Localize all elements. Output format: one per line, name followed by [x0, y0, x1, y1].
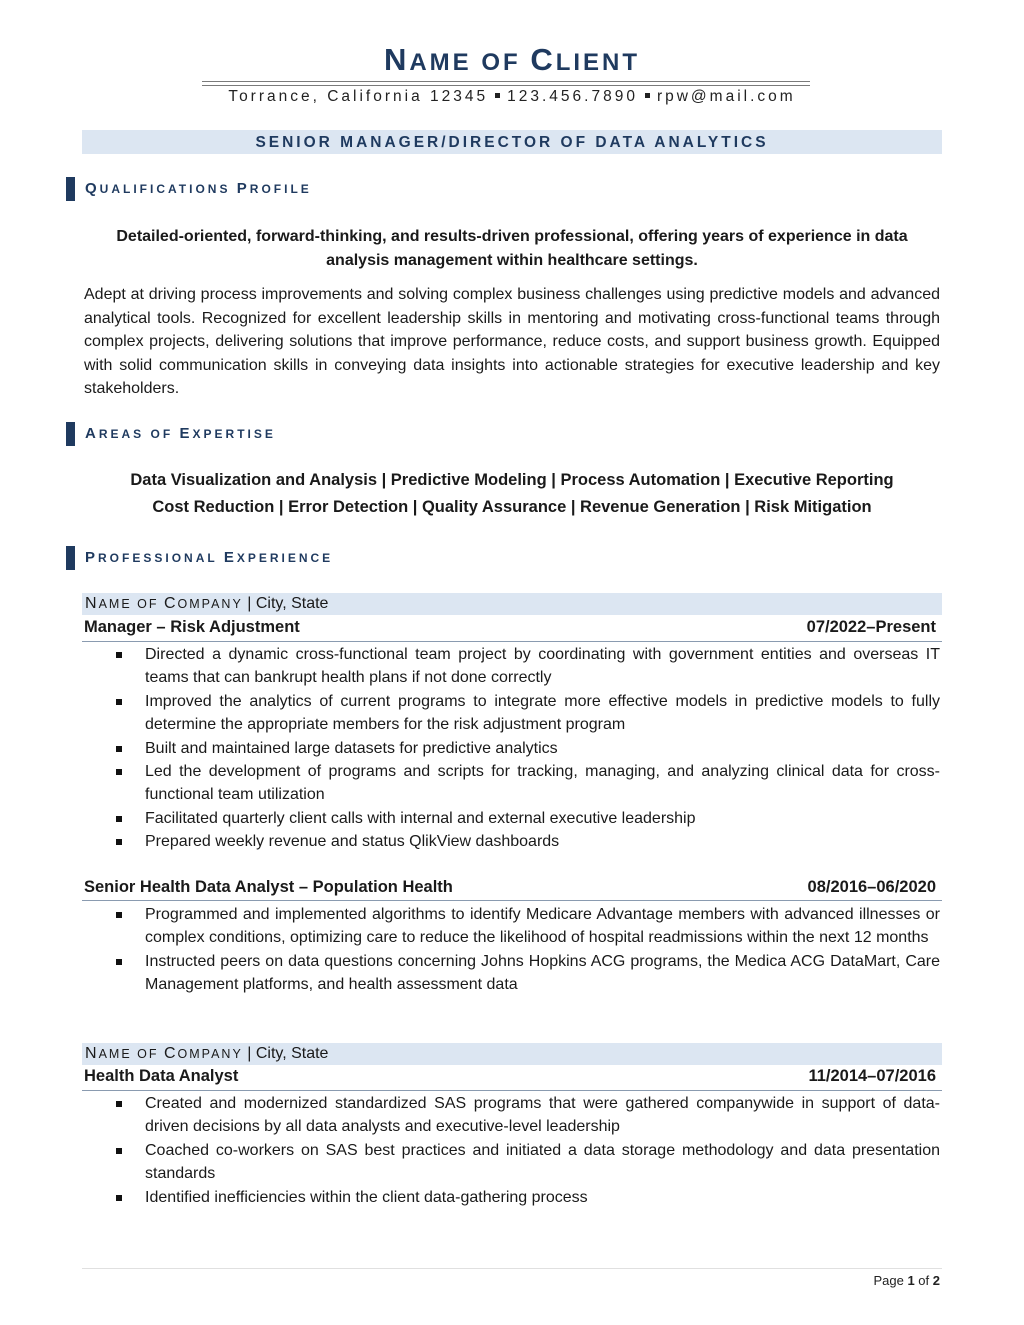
section-title: [85, 549, 333, 566]
profile-summary-lead: Detailed-oriented, forward-thinking, and results-driven professional, offering years of experience in data analysis management within healthcare settings.: [116, 228, 908, 269]
profile-summary-body: Adept at driving process improvements and solving complex business challenges using predictive models and advanced analytical tools. Recognized for excellent leadership skills in mentoring and motivating cross-functional teams through complex projects, delivering solutions that improve performance, reduce costs, and support business growth. Equipped with solid communication skills in conveying data insights into actionable strategies for executive leadership and key stakeholders.: [84, 286, 940, 397]
page-total: 2: [932, 1273, 940, 1288]
target-title-banner: SENIOR MANAGER/DIRECTOR OF DATA ANALYTICS: [82, 130, 942, 154]
role-title: Manager – Risk Adjustment: [84, 618, 300, 636]
list-item: Built and maintained large datasets for predictive analytics: [110, 737, 940, 760]
role-dates: 08/2016–06/2020: [807, 878, 936, 896]
title-rest: UALIFICATIONS: [99, 182, 237, 196]
page-of: of: [914, 1273, 933, 1288]
section-bar: [66, 422, 75, 446]
title-initial: Q: [85, 180, 100, 197]
role-divider: [82, 641, 942, 642]
list-item: Led the development of programs and scripts for tracking, managing, and analyzing clinical data for cross-functional team utilization: [110, 760, 940, 807]
name-divider: [202, 81, 810, 86]
title-rest: REAS OF: [98, 427, 180, 441]
list-item: Created and modernized standardized SAS programs that were gathered companywide in support of data-driven decisions by all data analysts and executive-level leadership: [110, 1092, 940, 1139]
contact-location: Torrance, California 12345: [228, 88, 489, 105]
company-initial-2: C: [163, 1045, 178, 1062]
page-label: Page: [873, 1273, 908, 1288]
section-bar: [66, 546, 75, 570]
list-item: Identified inefficiencies within the client data-gathering process: [110, 1186, 940, 1209]
contact-phone: 123.456.7890: [507, 88, 638, 105]
role-dates: 11/2014–07/2016: [808, 1067, 936, 1085]
name-rest: AME OF: [409, 49, 531, 76]
list-item: Directed a dynamic cross-functional team project by coordinating with government entities and overseas IT teams that can bankrupt health plans if not done correctly: [110, 643, 940, 690]
role-header: [84, 618, 936, 640]
expertise-line-2: Cost Reduction | Error Detection | Quality Assurance | Revenue Generation | Risk Mitigation: [152, 498, 872, 516]
company-band: [82, 1043, 942, 1065]
role-dates: 07/2022–Present: [806, 618, 936, 636]
title-rest-2: ROFILE: [249, 182, 312, 196]
title-initial-2: E: [179, 425, 193, 442]
role-header: [84, 1067, 936, 1089]
separator-square-icon: [495, 93, 500, 98]
title-initial-2: E: [223, 549, 237, 566]
list-item: Improved the analytics of current programs to integrate more effective models in predictive models to fully determine the appropriate members for the risk adjustment program: [110, 690, 940, 737]
list-item: Instructed peers on data questions concerning Johns Hopkins ACG programs, the Medica ACG DataMart, Care Management platforms, and health assessment data: [110, 950, 940, 997]
company-name-smallcaps: [85, 597, 243, 611]
company-rest: AME OF: [98, 597, 164, 611]
section-title: [85, 425, 276, 442]
name-rest-2: LIENT: [555, 49, 641, 76]
role-bullets: [110, 643, 940, 854]
company-initial: N: [85, 595, 99, 612]
company-rest: AME OF: [98, 1047, 164, 1061]
company-name: [85, 1045, 328, 1063]
title-rest: ROFESSIONAL: [98, 551, 224, 565]
list-item: Coached co-workers on SAS best practices and initiated a data storage methodology and data presentation standards: [110, 1139, 940, 1186]
role-bullets: [110, 1092, 940, 1209]
section-bar: [66, 177, 75, 201]
contact-email: rpw@mail.com: [656, 88, 796, 105]
page-number: [873, 1273, 940, 1288]
expertise-line-1: Data Visualization and Analysis | Predictive Modeling | Process Automation | Executive Reporting: [130, 471, 894, 489]
contact-line: [0, 88, 1024, 106]
company-initial-2: C: [163, 595, 178, 612]
company-rest-2: OMPANY: [177, 1047, 243, 1061]
role-bullets: [110, 903, 940, 997]
title-initial: P: [85, 549, 99, 566]
role-title: Health Data Analyst: [84, 1067, 239, 1085]
page-current: 1: [907, 1273, 915, 1288]
separator-square-icon: [645, 93, 650, 98]
title-initial-2: P: [236, 180, 250, 197]
name-initial-2: C: [530, 42, 556, 77]
list-item: Prepared weekly revenue and status QlikView dashboards: [110, 830, 940, 853]
name-initial: N: [383, 42, 410, 77]
client-name: [0, 42, 1024, 78]
company-location: | City, State: [242, 1045, 329, 1062]
company-name: [85, 595, 328, 613]
role-title: Senior Health Data Analyst – Population Health: [84, 878, 453, 896]
title-initial: A: [85, 425, 99, 442]
title-rest-2: XPERTISE: [192, 427, 276, 441]
role-divider: [82, 1090, 942, 1091]
role-header: [84, 878, 936, 900]
company-rest-2: OMPANY: [177, 597, 243, 611]
footer-divider: [82, 1268, 942, 1269]
section-title: [85, 180, 312, 197]
title-rest-2: XPERIENCE: [236, 551, 334, 565]
company-band: [82, 593, 942, 615]
role-divider: [82, 900, 942, 901]
company-location: | City, State: [242, 595, 329, 612]
list-item: Facilitated quarterly client calls with internal and external executive leadership: [110, 807, 940, 830]
list-item: Programmed and implemented algorithms to identify Medicare Advantage members with advanced illnesses or complex conditions, optimizing care to reduce the likelihood of hospital readmissions within the next 12 months: [110, 903, 940, 950]
company-initial: N: [85, 1045, 99, 1062]
company-name-smallcaps: [85, 1047, 243, 1061]
